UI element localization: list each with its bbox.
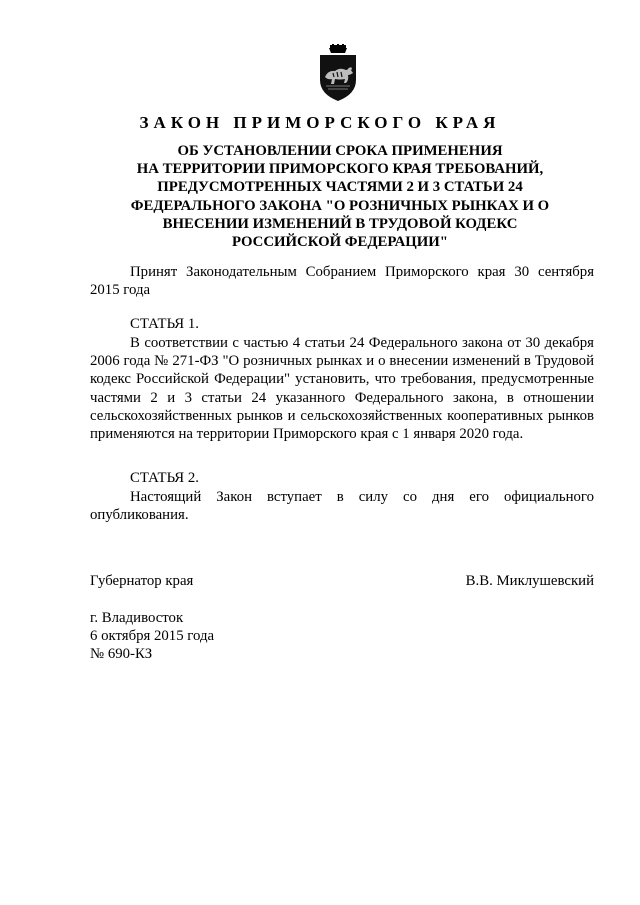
footer-date: 6 октября 2015 года [90,628,215,644]
subject-line: ВНЕСЕНИИ ИЗМЕНЕНИЙ В ТРУДОВОЙ КОДЕКС [162,215,518,232]
article-1-text: В соответствии с частью 4 статьи 24 Федерального закона от 30 декабря 2006 года № 271-ФЗ "О розничных рынках и о внесении изменений в Трудовой кодекс Российской Федерации" установить, что требования, предусмотренные частями 2 и 3 статьи 24 указанного Федерального закона, в отношении сельскохозяйственных рынков и сельскохозяйственных кооперативных рынков применяются на территории Приморского края с 1 января 2020 года. [90,335,594,443]
footer-number: № 690-КЗ [90,646,153,662]
signatory-name: В.В. Миклушевский [465,573,594,589]
footer-city: г. Владивосток [90,610,184,626]
subject-line: ОБ УСТАНОВЛЕНИИ СРОКА ПРИМЕНЕНИЯ [177,143,503,159]
primorye-coat-of-arms-icon [316,44,360,102]
signatory-position: Губернатор края [90,573,194,589]
article-2-heading: СТАТЬЯ 2. [130,470,199,486]
article-2-text: Настоящий Закон вступает в силу со дня его официального опубликования. [90,489,594,524]
article-1-heading: СТАТЬЯ 1. [130,316,199,332]
subject-line: ФЕДЕРАЛЬНОГО ЗАКОНА "О РОЗНИЧНЫХ РЫНКАХ И О [130,197,550,214]
adoption-note: Принят Законодательным Собранием Приморского края 30 сентября 2015 года [90,264,594,299]
subject-line: НА ТЕРРИТОРИИ ПРИМОРСКОГО КРАЯ ТРЕБОВАНИЙ, [136,161,544,178]
law-title: ЗАКОН ПРИМОРСКОГО КРАЯ [139,113,501,132]
law-subject [120,142,560,251]
subject-line: РОССИЙСКОЙ ФЕДЕРАЦИИ" [232,234,448,251]
subject-line: ПРЕДУСМОТРЕННЫХ ЧАСТЯМИ 2 И 3 СТАТЬИ 24 [157,179,523,196]
